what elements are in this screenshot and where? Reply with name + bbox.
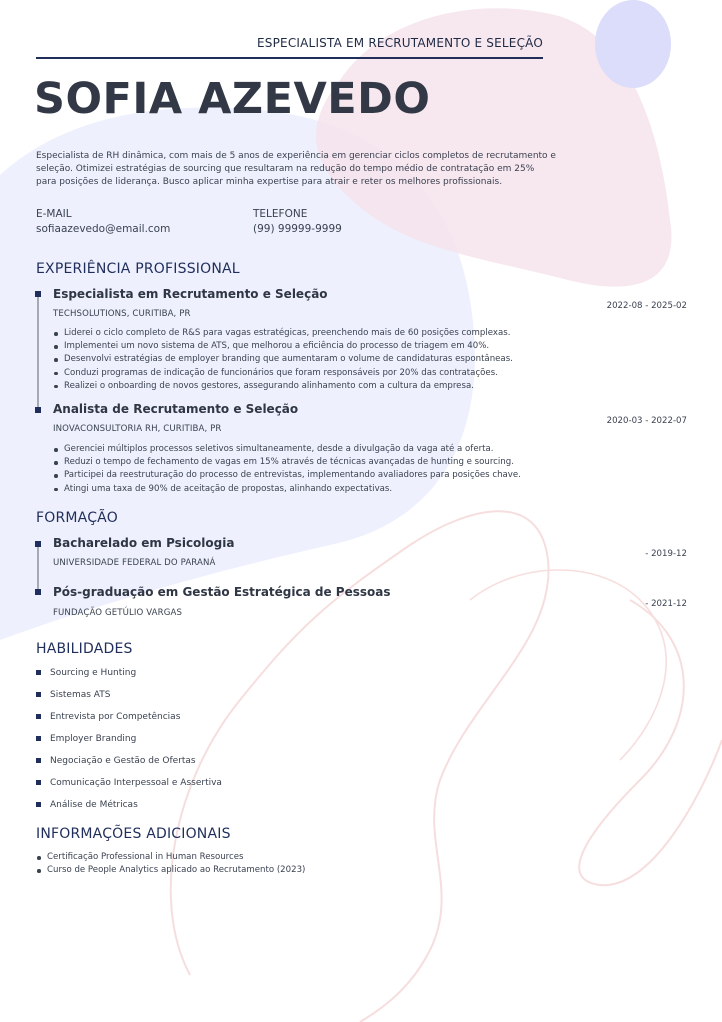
section-title-additional-info: INFORMAÇÕES ADICIONAIS	[36, 826, 231, 842]
education-institution: FUNDAÇÃO GETÚLIO VARGAS	[53, 608, 182, 618]
achievement-item: Conduzi programas de indicação de funcionários que foram responsáveis por 20% das contratações.	[53, 367, 513, 380]
achievement-item: Participei da reestruturação do processo de entrevistas, implementando avaliadores para posições chave.	[53, 469, 521, 482]
candidate-name: SOFIA AZEVEDO	[34, 74, 431, 124]
job-title: ESPECIALISTA EM RECRUTAMENTO E SELEÇÃO	[257, 36, 543, 50]
skill-item: Análise de Métricas	[36, 798, 222, 820]
contact-phone	[253, 207, 342, 237]
email-label: E-MAIL	[36, 208, 72, 220]
skill-item: Sistemas ATS	[36, 688, 222, 710]
skill-item: Entrevista por Competências	[36, 710, 222, 732]
timeline-marker	[35, 407, 41, 413]
experience-date: 2022-08 - 2025-02	[606, 301, 687, 311]
skill-item: Comunicação Interpessoal e Assertiva	[36, 776, 222, 798]
education-timeline	[37, 544, 39, 592]
additional-info-list	[36, 851, 305, 877]
header-divider	[36, 57, 543, 59]
achievement-item: Atingi uma taxa de 90% de aceitação de propostas, alinhando expectativas.	[53, 483, 521, 496]
skills-list	[36, 666, 222, 820]
additional-info-item: Certificação Professional in Human Resources	[36, 851, 305, 864]
professional-summary: Especialista de RH dinâmica, com mais de 5 anos de experiência em gerenciar ciclos completos de recrutamento e seleção. Otimizei estratégias de sourcing que resultaram na redução do tempo médio de contratação em 25% para posições de liderança. Busco aplicar minha expertise para atrair e reter os melhores profissionais.	[36, 151, 556, 187]
additional-info-item: Curso de People Analytics aplicado ao Recrutamento (2023)	[36, 864, 305, 877]
skill-item: Employer Branding	[36, 732, 222, 754]
skill-item: Negociação e Gestão de Ofertas	[36, 754, 222, 776]
education-date: - 2021-12	[645, 599, 687, 609]
education-degree: Bacharelado em Psicologia	[53, 536, 235, 550]
achievement-item: Desenvolvi estratégias de employer branding que aumentaram o volume de candidaturas espontâneas.	[53, 353, 513, 366]
achievement-item: Realizei o onboarding de novos gestores, assegurando alinhamento com a cultura da empresa.	[53, 380, 513, 393]
experience-achievements	[53, 443, 521, 496]
contact-email	[36, 207, 170, 237]
education-institution: UNIVERSIDADE FEDERAL DO PARANÁ	[53, 558, 216, 568]
phone-label: TELEFONE	[253, 208, 308, 220]
skill-item: Sourcing e Hunting	[36, 666, 222, 688]
education-degree: Pós-graduação em Gestão Estratégica de Pessoas	[53, 585, 391, 599]
education-date: - 2019-12	[645, 549, 687, 559]
email-value: sofiaazevedo@email.com	[36, 223, 171, 235]
achievement-item: Liderei o ciclo completo de R&S para vagas estratégicas, preenchendo mais de 60 posições complexas.	[53, 327, 513, 340]
experience-achievements	[53, 327, 513, 393]
section-title-education: FORMAÇÃO	[36, 510, 118, 526]
experience-role: Analista de Recrutamento e Seleção	[53, 402, 299, 416]
section-title-experience: EXPERIÊNCIA PROFISSIONAL	[36, 261, 240, 277]
phone-value: (99) 99999-9999	[253, 223, 342, 235]
achievement-item: Reduzi o tempo de fechamento de vagas em 15% através de técnicas avançadas de hunting e sourcing.	[53, 456, 521, 469]
achievement-item: Gerenciei múltiplos processos seletivos simultaneamente, desde a divulgação da vaga até a oferta.	[53, 443, 521, 456]
achievement-item: Implementei um novo sistema de ATS, que melhorou a eficiência do processo de triagem em 40%.	[53, 340, 513, 353]
experience-role: Especialista em Recrutamento e Seleção	[53, 287, 328, 301]
experience-company: TECHSOLUTIONS, CURITIBA, PR	[53, 309, 191, 319]
experience-company: INOVACONSULTORIA RH, CURITIBA, PR	[53, 424, 222, 434]
timeline-marker	[35, 541, 41, 547]
section-title-skills: HABILIDADES	[36, 641, 133, 657]
experience-timeline	[37, 294, 39, 411]
experience-date: 2020-03 - 2022-07	[606, 416, 687, 426]
timeline-marker	[35, 589, 41, 595]
timeline-marker	[35, 291, 41, 297]
